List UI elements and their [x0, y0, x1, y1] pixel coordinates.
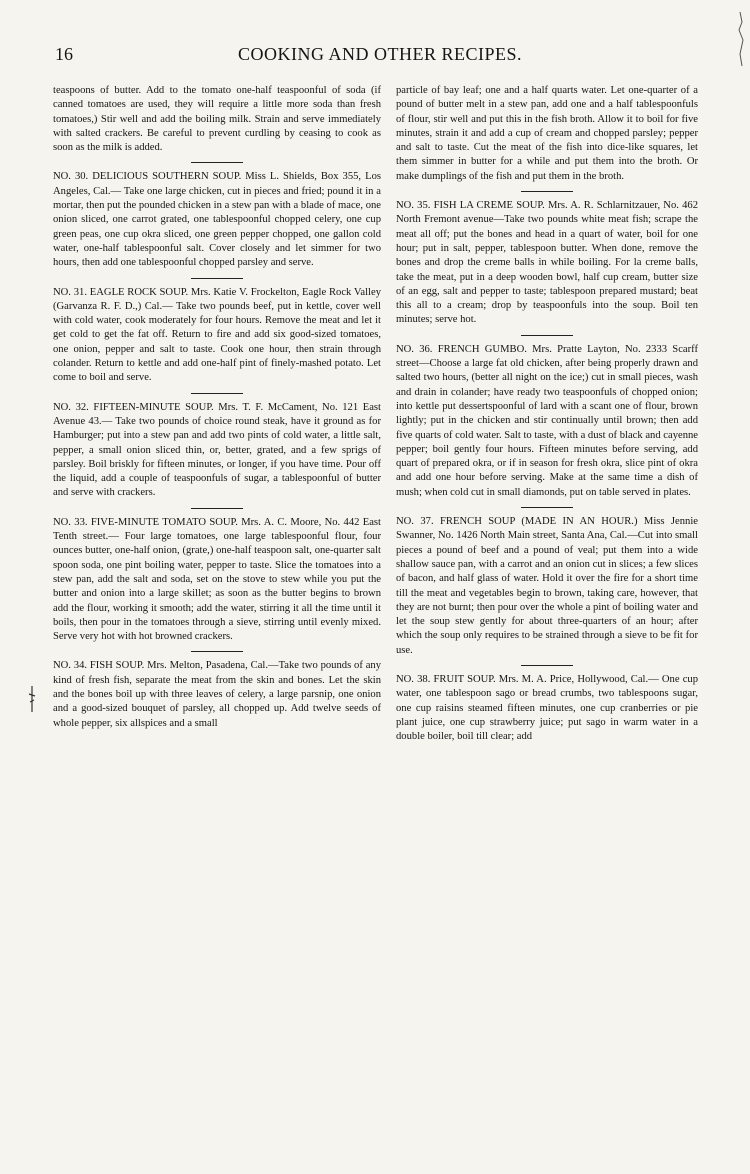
page-edge-marks [734, 10, 746, 70]
section-divider [191, 651, 243, 652]
running-title: COOKING AND OTHER RECIPES. [237, 44, 522, 64]
recipe-35: NO. 35. FISH LA CREME SOUP. Mrs. A. R. Schlarnitzauer, No. 462 North Fremont avenue—Take two pounds white meat fish; scrape the meat all off; put the bones and head in a quart of water, boil for one hour; put in salt, pepper, tablespoon butter. When done, remove the bones and drop the creme balls in while boiling. For la creme balls, take the meat, put in a deep wooden bowl, half cup cream, butter size of an egg, salt and pepper to taste; tablespoon prepared mustard; beat this all to a cream; drop by teaspoonfuls into the soup. Boil ten minutes; serve hot. [396, 200, 698, 326]
recipe-36: NO. 36. FRENCH GUMBO. Mrs. Pratte Layton, No. 2333 Scarff street—Choose a large fat old chicken, after being properly drawn and salted two hours, (better all night on the ice;) cut in small pieces, wash and drain in colander; have ready two teaspoonfuls of chopped onion; into kettle put dessertspoonful of lard with a scant one of flour, brown lightly; put in the chicken and stir continually until brown; then add five quarts of cold water. Salt to taste, with a dust of black and cayenne pepper; boil gently four hours. Fifteen minutes before serving, add quart of prepared okra, or if in season for fresh okra, slice pint of okra and add one hour before serving. Make at the same time a dish of mush; when cold cut in small diamonds, put on table served in plates. [396, 343, 698, 498]
left-column [53, 84, 381, 731]
section-divider [521, 335, 573, 336]
section-divider [191, 278, 243, 279]
recipe-37: NO. 37. FRENCH SOUP (MADE IN AN HOUR.) Miss Jennie Swanner, No. 1426 North Main street, Santa Ana, Cal.—Cut into small pieces a pound of beef and a pound of veal; put them into a wide shallow sauce pan, with a carrot and an onion cut in slices; a few slices of bacon, and half glass of water. Hold it over the fire for a short time till the meat and vegetables begin to brown, taking care, however, that they are not burnt; then pour over the whole a pint of boiling water and let the soup stew gently for about three-quarters of an hour; after which the soup only requires to be strained through a sieve to be fit for use. [396, 516, 698, 656]
recipe-38: NO. 38. FRUIT SOUP. Mrs. M. A. Price, Hollywood, Cal.— One cup water, one tablespoon sago or bread crumbs, two tablespoons sugar, one cup raisins steamed fifteen minutes, one cup cranberries or pie plant juice, one cup strawberry juice; put sago in warm water in a double boiler, boil till clear; add [396, 673, 698, 743]
recipe-32: NO. 32. FIFTEEN-MINUTE SOUP. Mrs. T. F. McCament, No. 121 East Avenue 43.— Take two pounds of choice round steak, have it ground as for Hamburger; put into a stew pan and add two pints of cold water, a little salt, pepper, a small onion sliced thin, or, better, grated, and a few sprigs of parsley. Boil briskly for fifteen minutes, or longer, if you have time. Pour off the liquid, add a couple of teaspoonfuls of sugar, a tablespoonful of butter and serve with crackers. [53, 401, 381, 499]
recipe-34: NO. 34. FISH SOUP. Mrs. Melton, Pasadena, Cal.—Take two pounds of any kind of fresh fish, separate the meat from the skin and bones. Let the skin and the bones boil up with three leaves of celery, a large parsnip, one onion and a good-sized bouquet of parsley, all chopped up. Add twelve seeds of whole pepper, six allspices and a small [53, 660, 381, 729]
recipe-31: NO. 31. EAGLE ROCK SOUP. Mrs. Katie V. Frockelton, Eagle Rock Valley (Garvanza R. F. D.,) Cal.— Take two pounds beef, put in kettle, cover well with cold water, cook moderately for four hours. Remove the meat and let it get cold to get the fat off. Return to fire and add six good-sized tomatoes, one onion, pepper and salt to taste. Cook one hour, then strain through colander. Return to kettle and add one-half pint of finely-mashed potato. Let come to boil and serve. [53, 286, 381, 384]
recipe-33: NO. 33. FIVE-MINUTE TOMATO SOUP. Mrs. A. C. Moore, No. 442 East Tenth street.— Four large tomatoes, one large tablespoonful flour, four ounces butter, one-half onion, (grate,) one-half teaspoon salt, one-quarter salt spoon soda, one pint boiling water, pepper to taste. Slice the tomatoes into a stew pan, add the salt and soda, set on the stove to stew while you put the butter and onion into a large skillet; as soon as the butter begins to brown add the flour, working it smooth; add the water, stirring it all the time until it boils, then pour in the tomatoes through a sieve, stirring until evenly mixed. Serve very hot with hot browned crackers. [53, 516, 381, 643]
section-divider [521, 665, 573, 666]
section-divider [521, 507, 573, 508]
margin-ink-mark [28, 686, 36, 712]
right-column [396, 84, 698, 744]
section-divider [521, 191, 573, 192]
section-divider [191, 162, 243, 163]
recipe-34-continuation: particle of bay leaf; one and a half quarts water. Let one-quarter of a pound of butter melt in a stew pan, add one and a half tablespoonfuls of flour, stir well and put this in the fish broth. Allow it to boil for five minutes, strain it and add a cup of cream and chopped parsley; pepper and salt to taste. Cut the meat of the fish into dice-like squares, let them simmer in butter for a while and put them into the broth. Or make dumplings of the fish and put them in the broth. [396, 85, 698, 182]
section-divider [191, 508, 243, 509]
page-number: 16 [55, 44, 73, 64]
recipe-continuation: teaspoons of butter. Add to the tomato one-half teaspoonful of soda (if canned tomatoes are used, they will require a little more soda than fresh tomatoes,) Stir well and add the boiling milk. Strain and serve immediately with salted crackers. Be careful to prevent curdling by ceasing to cook as soon as the milk is added. [53, 85, 381, 154]
recipe-30: NO. 30. DELICIOUS SOUTHERN SOUP. Miss L. Shields, Box 355, Los Angeles, Cal.— Take one large chicken, cut in pieces and fried; pound it in a mortar, then put the pounded chicken in a stew pan with a blade of mace, one onion sliced, one carrot grated, one tablespoonful chopped celery, one cup green peas, one cup okra sliced, one green pepper chopped, one gallon cold water, one-half tablespoonful salt. Cover closely and let simmer for two hours, then add one tablespoonful chopped parsley and serve. [53, 171, 381, 269]
page-header [55, 44, 705, 72]
section-divider [191, 393, 243, 394]
